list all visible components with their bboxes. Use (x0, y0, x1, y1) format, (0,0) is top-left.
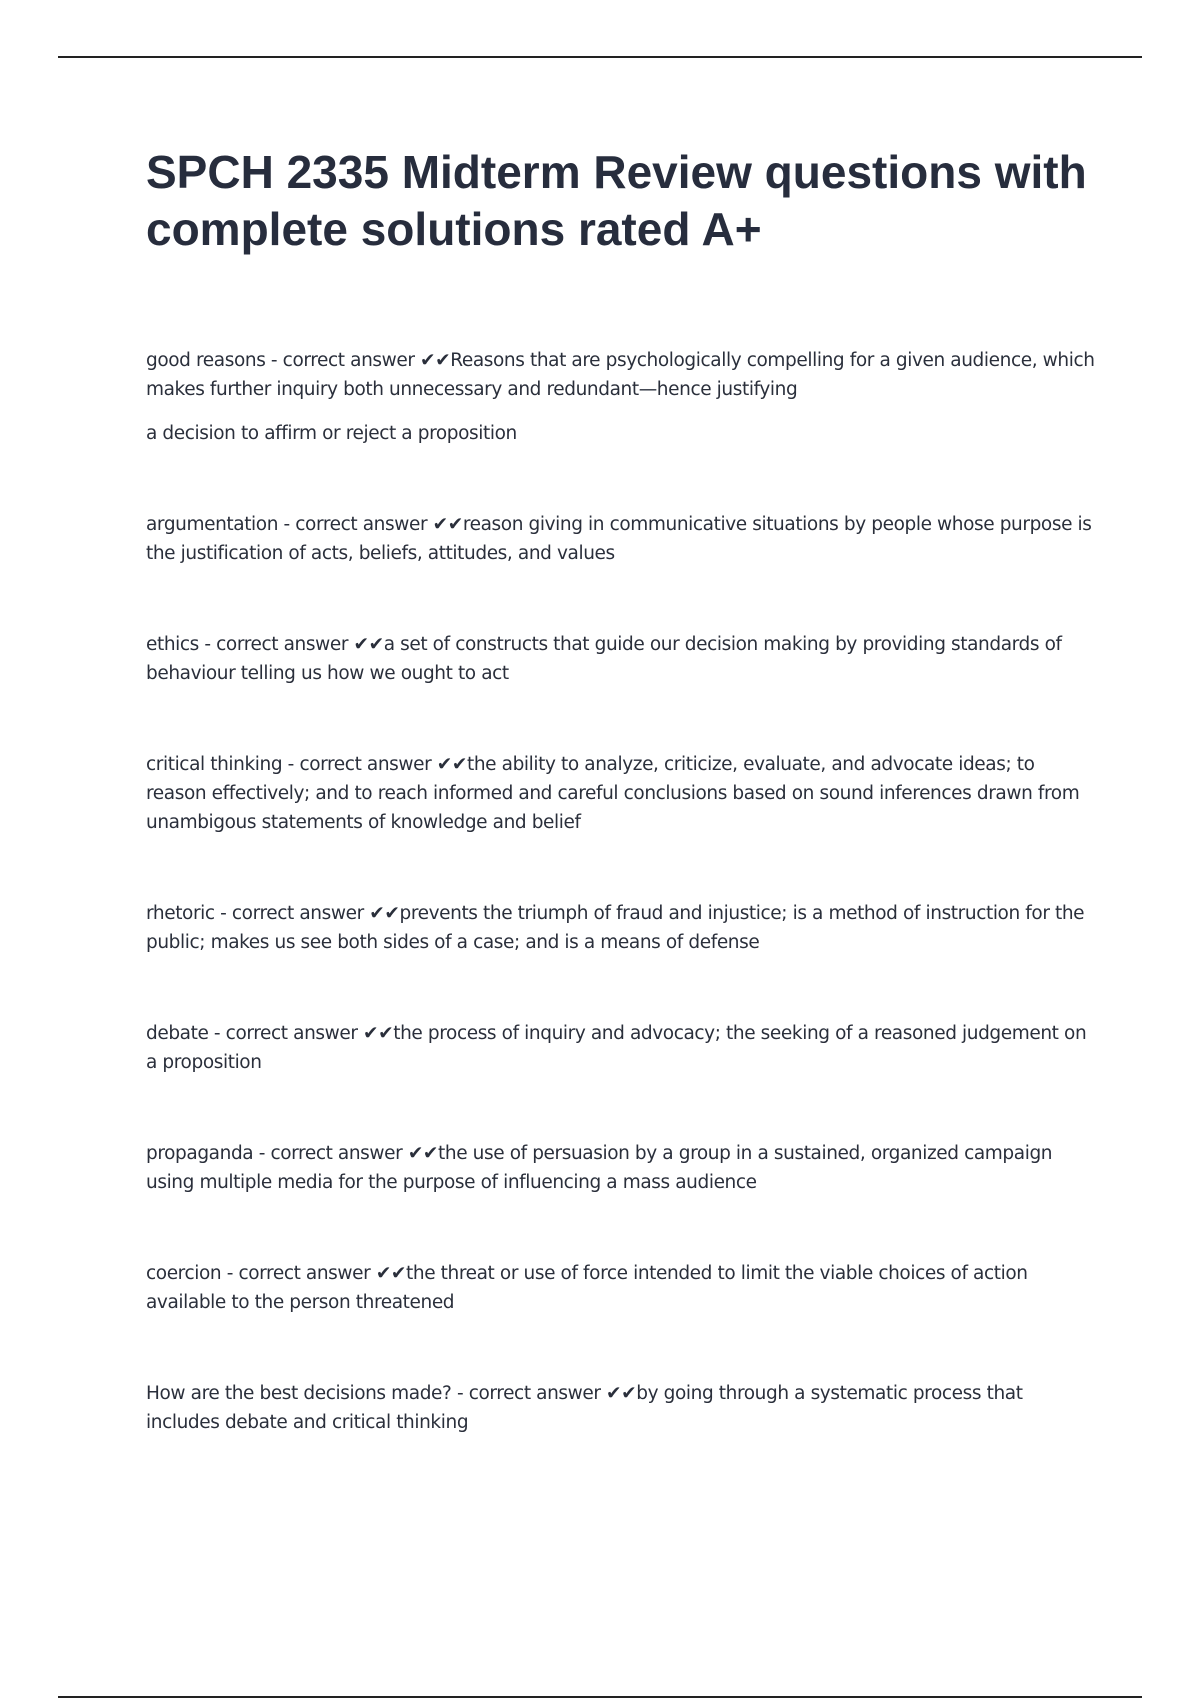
qa-item-debate (146, 1019, 1096, 1077)
qa-item-good-reasons (146, 346, 1096, 448)
qa-item-best-decisions (146, 1379, 1096, 1437)
qa-item-coercion (146, 1259, 1096, 1317)
page-title: SPCH 2335 Midterm Review questions with complete solutions rated A+ (146, 146, 1087, 255)
qa-text: debate - correct answer ✔✔the process of inquiry and advocacy; the seeking of a reasoned judgement on a proposition (146, 1023, 1087, 1073)
qa-text: propaganda - correct answer ✔✔the use of persuasion by a group in a sustained, organized campaign using multiple media for the purpose of influencing a mass audience (146, 1143, 1053, 1193)
top-divider (58, 56, 1142, 58)
qa-text: critical thinking - correct answer ✔✔the ability to analyze, criticize, evaluate, and advocate ideas; to reason effectively; and to reach informed and careful conclusions based on sound inferences drawn from unambigous statements of knowledge and belief (146, 754, 1080, 833)
qa-list (146, 346, 1096, 1437)
qa-text: ethics - correct answer ✔✔a set of constructs that guide our decision making by providing standards of behaviour telling us how we ought to act (146, 634, 1062, 684)
qa-item-ethics (146, 630, 1096, 688)
qa-item-propaganda (146, 1139, 1096, 1197)
qa-text: rhetoric - correct answer ✔✔prevents the triumph of fraud and injustice; is a method of instruction for the public; makes us see both sides of a case; and is a means of defense (146, 903, 1085, 953)
bottom-divider (58, 1696, 1142, 1698)
qa-text: coercion - correct answer ✔✔the threat or use of force intended to limit the viable choices of action available to the person threatened (146, 1263, 1028, 1313)
qa-text: argumentation - correct answer ✔✔reason giving in communicative situations by people whose purpose is the justification of acts, beliefs, attitudes, and values (146, 514, 1092, 564)
qa-text-continuation: a decision to affirm or reject a proposition (146, 423, 517, 444)
qa-item-argumentation (146, 510, 1096, 568)
qa-item-critical-thinking (146, 750, 1096, 837)
qa-item-rhetoric (146, 899, 1096, 957)
qa-text: good reasons - correct answer ✔✔Reasons that are psychologically compelling for a given audience, which makes further inquiry both unnecessary and redundant—hence justifying (146, 350, 1095, 400)
qa-text: How are the best decisions made? - correct answer ✔✔by going through a systematic process that includes debate and critical thinking (146, 1383, 1023, 1433)
